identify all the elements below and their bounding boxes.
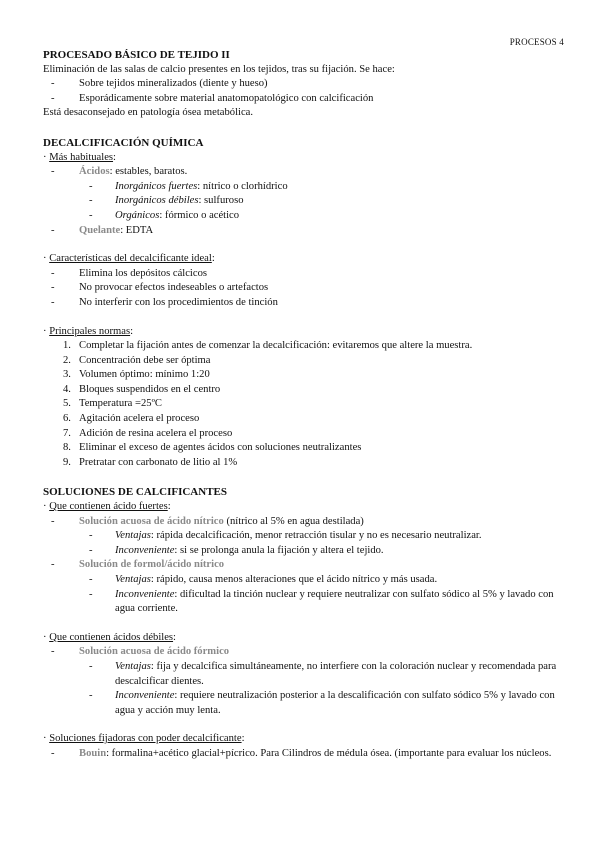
list-item: - Inconveniente: dificultad la tinción nuclear y requiere neutralizar con sulfato sódico al 5% y lavado con agua corriente. — [89, 588, 554, 615]
paragraph: Está desaconsejado en patología ósea metabólica. — [43, 107, 254, 119]
subheading: · Soluciones fijadoras con poder decalcificante: — [43, 733, 245, 745]
list-item: - Esporádicamente sobre material anatomopatológico con calcificación — [51, 92, 374, 104]
section-title: SOLUCIONES DE CALCIFICANTES — [43, 486, 227, 499]
numbered-item: 2. Concentración debe ser óptima — [63, 354, 211, 366]
section-title: PROCESADO BÁSICO DE TEJIDO II — [43, 49, 230, 61]
list-item: - Inorgánicos fuertes: nítrico o clorhídrico — [89, 180, 288, 192]
numbered-item: 4. Bloques suspendidos en el centro — [63, 383, 221, 395]
list-item: - Solución acuosa de ácido nítrico (nítrico al 5% en agua destilada) — [51, 515, 364, 527]
numbered-item: 6. Agitación acelera el proceso — [63, 413, 200, 425]
list-item: - Ventajas: rápida decalcificación, menor retracción tisular y no es necesario neutralizar. — [89, 530, 482, 542]
numbered-item: 5. Temperatura =25ºC — [63, 398, 162, 410]
list-item: - Inconveniente: si se prolonga anula la fijación y altera el tejido. — [89, 544, 384, 556]
numbered-item: 1. Completar la fijación antes de comenzar la decalcificación: evitaremos que altere la muestra. — [63, 340, 473, 352]
list-item: - Ventajas: fija y decalcifica simultáneamente, no interfiere con la coloración nuclear y recomendada para descalcificar dientes. — [89, 660, 557, 687]
list-item: - No interferir con los procedimientos de tinción — [51, 296, 278, 308]
subheading: · Más habituales: — [43, 151, 116, 163]
numbered-item: 8. Eliminar el exceso de agentes ácidos con soluciones neutralizantes — [63, 442, 362, 454]
list-item: - No provocar efectos indeseables o artefactos — [51, 282, 269, 294]
subheading: · Que contienen ácido fuertes: — [43, 501, 171, 513]
list-item: - Bouin: formalina+acético glacial+pícrico. Para Cilindros de médula ósea. (importante para evaluar los núcleos. — [51, 747, 552, 759]
list-item: - Elimina los depósitos cálcicos — [51, 267, 207, 279]
numbered-item: 3. Volumen óptimo: mínimo 1:20 — [63, 369, 210, 381]
list-item: - Quelante: EDTA — [51, 224, 154, 236]
list-item: - Solución de formol/ácido nítrico — [51, 559, 225, 571]
list-item: - Ventajas: rápido, causa menos alteraciones que el ácido nítrico y más usada. — [89, 574, 438, 585]
list-item: - Orgánicos: fórmico o acético — [89, 209, 240, 221]
subheading: · Principales normas: — [43, 325, 134, 337]
list-item: - Inconveniente: requiere neutralización posterior a la descalificación con sulfato sódico 5% y lavado con agua y acción muy lenta. — [89, 690, 555, 716]
section-title: DECALCIFICACIÓN QUÍMICA — [43, 136, 204, 149]
numbered-item: 7. Adición de resina acelera el proceso — [63, 427, 233, 439]
numbered-item: 9. Pretratar con carbonato de litio al 1% — [63, 456, 238, 468]
list-item: - Sobre tejidos mineralizados (diente y hueso) — [51, 78, 268, 90]
page-header: PROCESOS 4 — [509, 37, 564, 47]
paragraph: Eliminación de las salas de calcio presentes en los tejidos, tras su fijación. Se hace: — [43, 63, 395, 75]
list-item: - Inorgánicos débiles: sulfuroso — [89, 195, 244, 207]
subheading: · Que contienen ácidos débiles: — [43, 631, 176, 643]
list-item: - Ácidos: estables, baratos. — [51, 166, 188, 178]
list-item: - Solución acuosa de ácido fórmico — [51, 646, 230, 658]
subheading: · Características del decalcificante ideal: — [43, 253, 215, 265]
